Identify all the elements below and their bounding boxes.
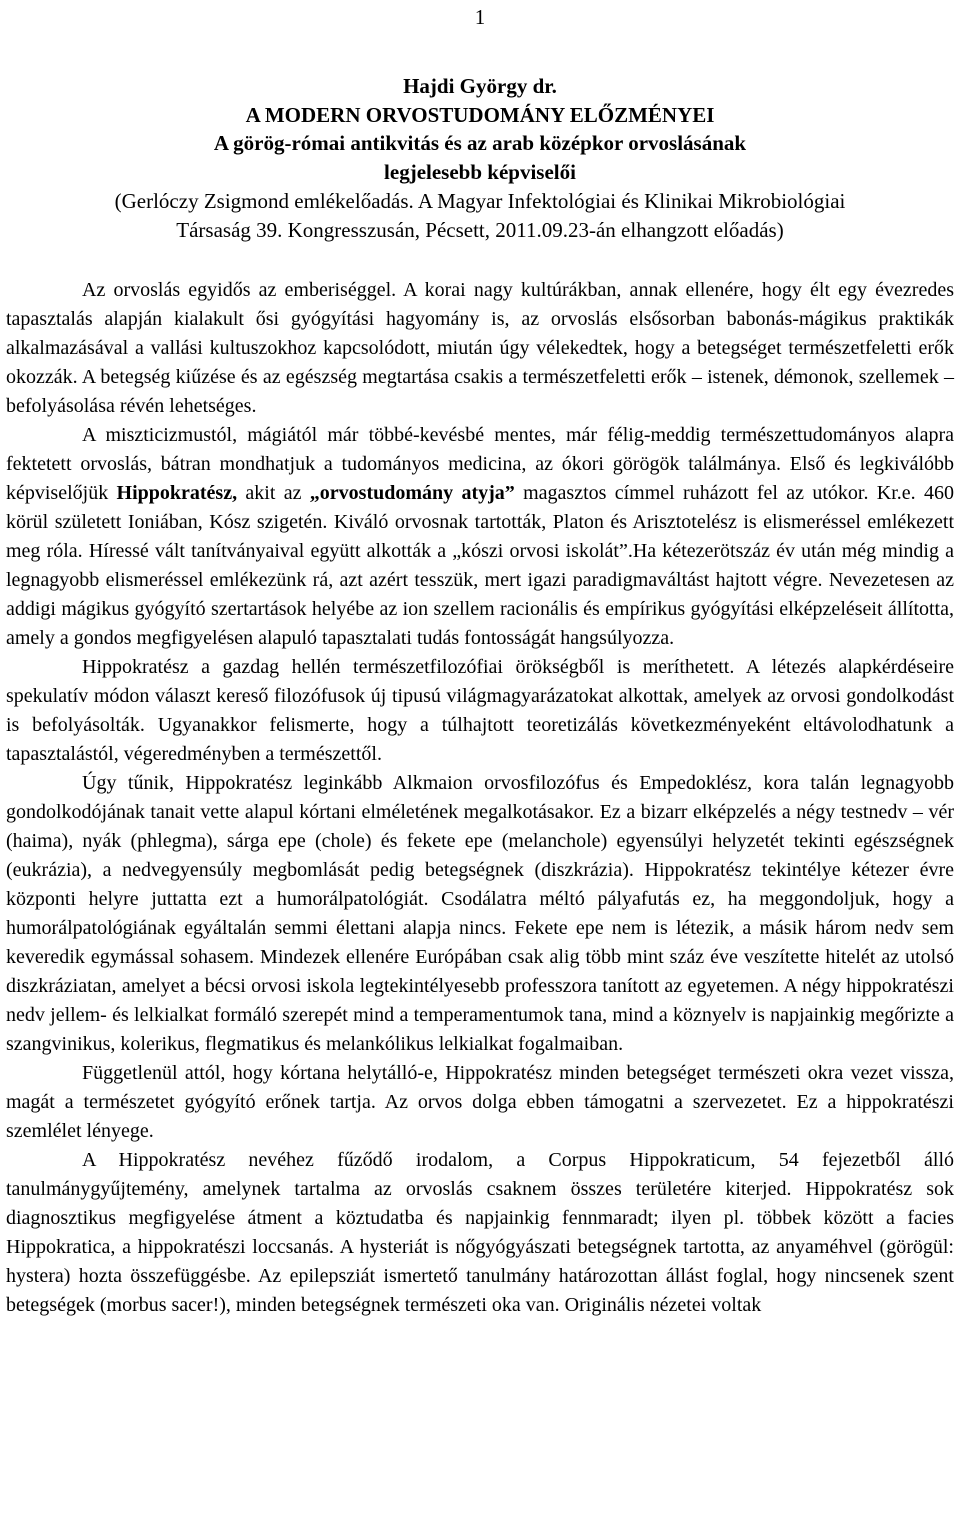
document-header <box>6 72 954 244</box>
hippokrates-name-bold: Hippokratész, <box>116 482 238 504</box>
body-text <box>6 276 954 1320</box>
paragraph-2-part-2: akit az <box>237 482 310 504</box>
paragraph-1: Az orvoslás egyidős az emberiséggel. A korai nagy kultúrákban, annak ellenére, hogy élt egy évezredes tapasztalás alapján kialakult ősi gyógyítási hagyomány is, az orvoslás elsősorban babonás-mágikus praktikák alkalmazásával a vallási kultuszokhoz kapcsolódott, miután úgy vélekedtek, hogy a betegséget természetfeletti erők okozzák. A betegség kiűzése és az egészség megtartása csakis a természetfeletti erők – istenek, démonok, szellemek – befolyásolása révén lehetséges. <box>6 279 954 417</box>
paragraph-2-part-1: A miszticizmustól, mágiától már többé-kevésbé mentes, már félig-meddig természettudományos alapra fektetett orvoslás, bátran mondhatjuk a tudományos medicina, az ókori görögök találmánya. Első és legkiválóbb képviselőjük <box>6 424 954 504</box>
paragraph-2 <box>6 421 954 653</box>
father-of-medicine-bold: „orvostudomány atyja” <box>309 482 515 504</box>
author-name: Hajdi György dr. <box>403 74 557 98</box>
paragraph-5: Függetlenül attól, hogy kórtana helytálló-e, Hippokratész minden betegséget természeti okra vezet vissza, magát a természetet gyógyító erőnek tartja. Az orvos dolga ebben támogatni a szervezetet. Ez a hippokratészi szemlélet lényege. <box>6 1062 954 1142</box>
occasion-line-1: (Gerlóczy Zsigmond emlékelőadás. A Magyar Infektológiai és Klinikai Mikrobiológiai <box>114 188 846 213</box>
page-number: 1 <box>474 5 486 29</box>
occasion-line-2: Társaság 39. Kongresszusán, Pécsett, 2011.09.23-án elhangzott előadás) <box>176 217 784 242</box>
paragraph-2-part-3: magasztos címmel ruházott fel az utókor. Kr.e. 460 körül született Ioniában, Kósz szigetén. Kiváló orvosnak tartották, Platon és Arisztotelész is elismeréssel emlékezett meg róla. Híressé vált tanítványaival együtt alkották a „kószi orvosi iskolát”.Ha kétezerötszáz év után még mindig a legnagyobb elismeréssel emlékezünk rá, azt azért tesszük, mert igazi paradigmaváltást hajtott végre. Nevezetesen az addigi mágikus gyógyító szertartások helyébe az ion szellem racionális és empírikus gyógyítási elképzeléseit állította, amely a gondos megfigyelésen alapuló tapasztalati tudás fontosságát hangsúlyozza. <box>6 482 955 649</box>
document-title: A MODERN ORVOSTUDOMÁNY ELŐZMÉNYEI <box>245 102 715 127</box>
paragraph-4: Úgy tűnik, Hippokratész leginkább Alkmaion orvosfilozófus és Empedoklész, kora talán legnagyobb gondolkodójának tanait vette alapul kórtani elméletének megalkotásakor. Ez a bizarr elképzelés a négy testnedv – vér (haima), nyák (phlegma), sárga epe (chole) és fekete epe (melanchole) egyensúlyi helyzetét tekinti egészségnek (eukrázia), a nedvegyensúly megbomlását pedig betegségnek (diszkrázia). Hippokratész tekintélye kétezer évre központi helyre juttatta ezt a humorálpatológiát. Csodálatra méltó pályafutás ez, ha meggondoljuk, hogy a humorálpatológiának egyáltalán semmi élettani alapja nincs. Fekete epe nem is létezik, a másik három nedv sem keveredik egymással sohasem. Mindezek ellenére Európában csak alig több mint száz éve veszítette hitelét az utolsó diszkráziatan, amelyet a bécsi orvosi iskola legtekintélyesebb professzora tanított az egyetemen. A négy hippokratészi nedv jellem- és lelkialkat formáló szerepét mind a temperamentumok tana, mind a köznyelv is napjainkig megőrizte a szangvinikus, kolerikus, flegmatikus és melankólikus lelkialkat fogalmaiban. <box>6 772 954 1055</box>
document-subtitle-line-1: A görög-római antikvitás és az arab középkor orvoslásának <box>213 131 747 156</box>
document-subtitle-line-2: legjelesebb képviselői <box>384 160 576 185</box>
paragraph-3: Hippokratész a gazdag hellén természetfilozófiai örökségből is meríthetett. A létezés alapkérdéseire spekulatív módon választ kereső filozófusok új tipusú világmagyarázatokat alkottak, amelyek az orvosi gondolkodást is befolyásolták. Ugyanakkor felismerte, hogy a túlhajtott teoretizálás következményeként eltávolodhatunk a tapasztalástól, végeredményben a természettől. <box>6 656 954 765</box>
paragraph-6: A Hippokratész nevéhez fűződő irodalom, a Corpus Hippokraticum, 54 fejezetből álló tanulmánygyűjtemény, amelynek tartalma az orvoslás csaknem összes területére kiterjed. Hippokratész sok diagnosztikus megfigyelése átment a köztudatba és napjainkig fennmaradt; ilyen pl. többek között a facies Hippokratica, a hippokratészi loccsanás. A hysteriát is nőgyógyászati betegségnek tartotta, az anyaméhvel (görögül: hystera) hozta összefüggésbe. Az epilepsziát ismertető tanulmány határozottan állást foglal, hogy nincsenek szent betegségek (morbus sacer!), minden betegségnek természeti oka van. Originális nézetei voltak <box>6 1149 954 1316</box>
